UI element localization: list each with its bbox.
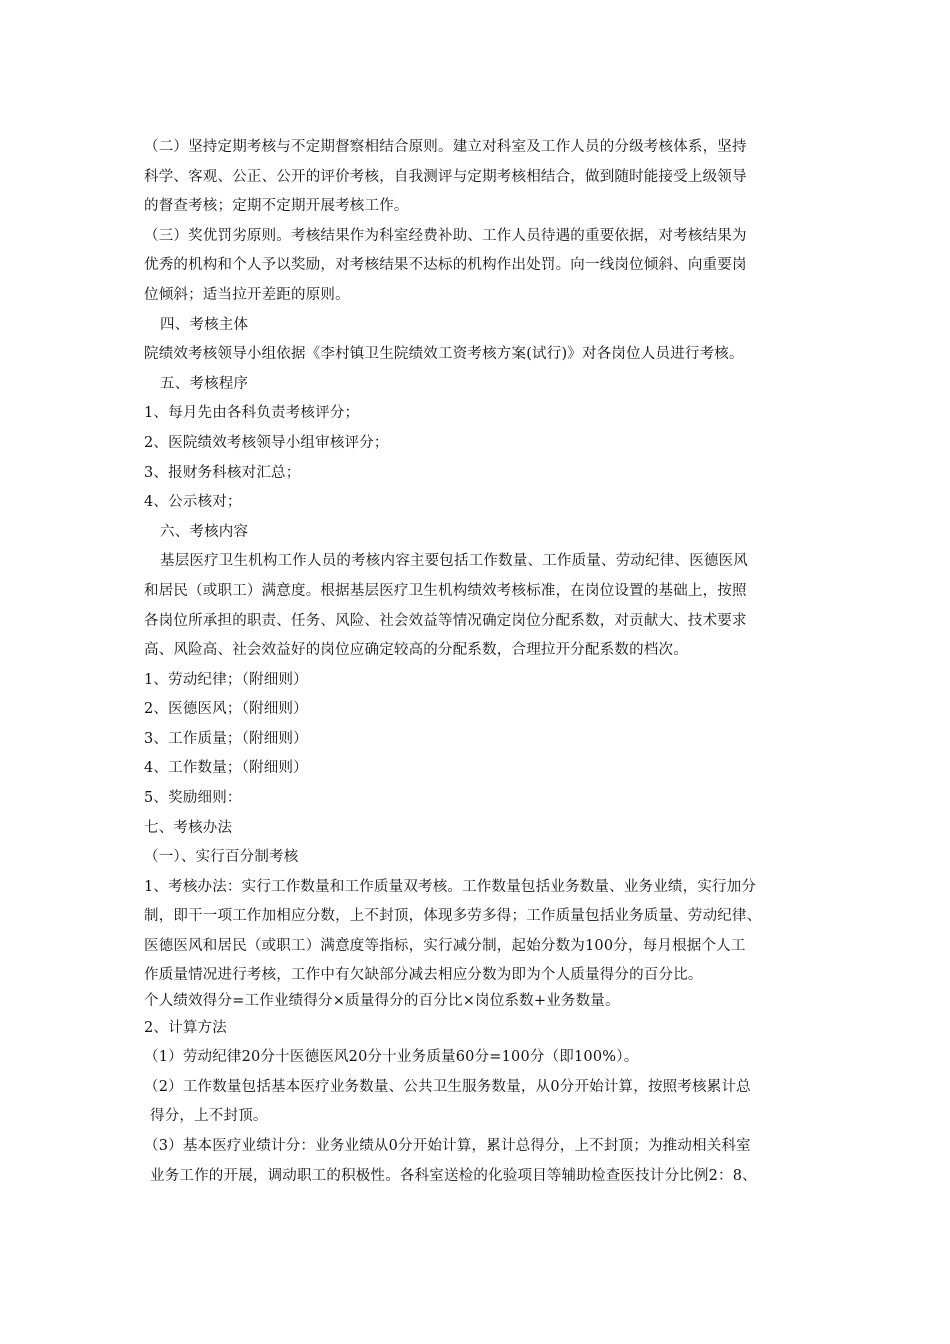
list-item: 4、公示核对； (144, 494, 242, 511)
section-heading: 六、考核内容 (160, 523, 249, 540)
paragraph-line: 优秀的机构和个人予以奖励，对考核结果不达标的机构作出处罚。向一线岗位倾斜、向重要岗 (144, 257, 747, 274)
subsection-heading: 2、计算方法 (144, 1019, 227, 1036)
paragraph-line: 作质量情况进行考核，工作中有欠缺部分减去相应分数为即为个人质量得分的百分比。 (144, 966, 703, 983)
paragraph-line: 的督查考核；定期不定期开展考核工作。 (144, 198, 409, 215)
paragraph-line: （三）奖优罚劣原则。考核结果作为科室经费补助、工作人员待遇的重要依据，对考核结果为 (144, 227, 747, 244)
paragraph-line: 科学、客观、公正、公开的评价考核，自我测评与定期考核相结合，做到随时能接受上级领导 (144, 168, 747, 185)
paragraph-line: 高、风险高、社会效益好的岗位应确定较高的分配系数，合理拉开分配系数的档次。 (144, 642, 688, 659)
list-item: 3、工作质量；（附细则） (144, 730, 308, 747)
list-item: 1、每月先由各科负责考核评分； (144, 405, 360, 422)
formula-line: 个人绩效得分=工作业绩得分×质量得分的百分比×岗位系数+业务数量。 (144, 992, 620, 1009)
subsection-heading: （一）、实行百分制考核 (144, 849, 299, 866)
paragraph-line: 基层医疗卫生机构工作人员的考核内容主要包括工作数量、工作质量、劳动纪律、医德医风 (160, 553, 748, 570)
list-item: 2、医德医风；（附细则） (144, 701, 308, 718)
paragraph-line: （二）坚持定期考核与不定期督察相结合原则。建立对科室及工作人员的分级考核体系，坚持 (144, 139, 747, 155)
list-item: 4、工作数量；（附细则） (144, 760, 308, 777)
list-item: 1、劳动纪律；（附细则） (144, 671, 308, 688)
paragraph-line: 院绩效考核领导小组依据《李村镇卫生院绩效工资考核方案(试行)》对各岗位人员进行考核。 (144, 346, 744, 363)
list-item: 3、报财务科核对汇总； (144, 464, 301, 481)
list-item: 2、医院绩效考核领导小组审核评分； (144, 434, 389, 451)
document-body (144, 133, 816, 1191)
paragraph-line: （2）工作数量包括基本医疗业务数量、公共卫生服务数量，从0分开始计算，按照考核累计总 (144, 1078, 751, 1095)
paragraph-line: 得分，上不封顶。 (150, 1108, 268, 1125)
list-item: 5、奖励细则： (144, 790, 242, 807)
paragraph-line: （1）劳动纪律20分十医德医风20分十业务质量60分=100分（即100%）。 (144, 1049, 639, 1066)
paragraph-line: 和居民（或职工）满意度。根据基层医疗卫生机构绩效考核标准，在岗位设置的基础上，按照 (144, 582, 747, 599)
section-heading: 四、考核主体 (160, 316, 249, 333)
paragraph-line: 业务工作的开展，调动职工的积极性。各科室送检的化验项目等辅助检查医技计分比例2：8、 (150, 1167, 757, 1184)
section-heading: 五、考核程序 (160, 375, 249, 392)
paragraph-line: 医德医风和居民（或职工）满意度等指标，实行减分制，起始分数为100分，每月根据个人工 (144, 938, 746, 955)
paragraph-line: （3）基本医疗业绩计分：业务业绩从0分开始计算，累计总得分，上不封顶；为推动相关科室 (144, 1138, 751, 1154)
paragraph-line: 各岗位所承担的职责、任务、风险、社会效益等情况确定岗位分配系数，对贡献大、技术要求 (144, 612, 747, 629)
paragraph-line: 1、考核办法：实行工作数量和工作质量双考核。工作数量包括业务数量、业务业绩，实行加分 (144, 878, 757, 895)
section-heading: 七、考核办法 (144, 819, 233, 836)
paragraph-line: 位倾斜；适当拉开差距的原则。 (144, 286, 350, 303)
paragraph-line: 制，即干一项工作加相应分数，上不封顶，体现多劳多得；工作质量包括业务质量、劳动纪律、 (144, 908, 762, 925)
